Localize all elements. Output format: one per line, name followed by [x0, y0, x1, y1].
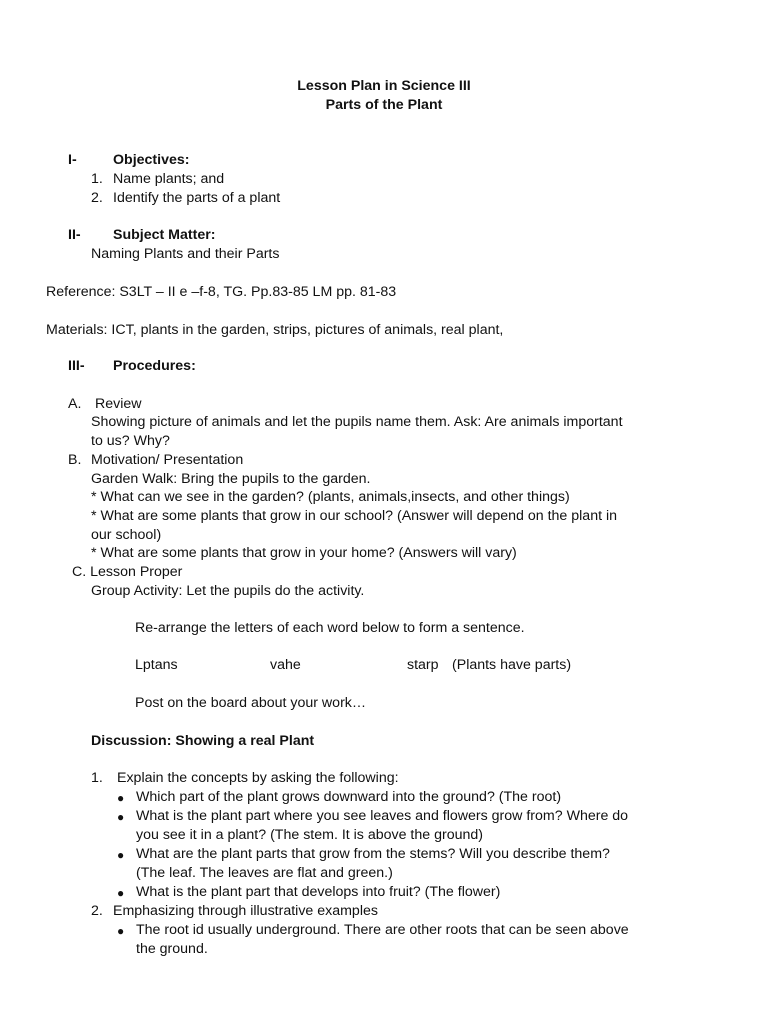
discussion-item: Emphasizing through illustrative examples	[113, 903, 378, 919]
reference-line: Reference: S3LT – II e –f-8, TG. Pp.83-85 LM pp. 81-83	[46, 284, 397, 300]
motivation-text-line: Garden Walk: Bring the pupils to the garden.	[91, 471, 371, 487]
scrambled-word: starp	[407, 657, 439, 673]
example-line: The root id usually underground. There are other roots that can be seen above	[136, 922, 629, 938]
subject-matter-heading: Subject Matter:	[113, 227, 216, 243]
motivation-text-line: * What are some plants that grow in our school? (Answer will depend on the plant in	[91, 508, 618, 524]
objective-number: 1.	[91, 171, 103, 187]
bullet-icon: ●	[117, 924, 125, 938]
motivation-letter: B.	[68, 452, 82, 468]
scramble-answer: (Plants have parts)	[452, 657, 572, 673]
bullet-icon: ●	[117, 791, 125, 805]
discussion-number: 2.	[91, 903, 103, 919]
question-line: (The leaf. The leaves are flat and green.)	[136, 865, 393, 881]
discussion-item: Explain the concepts by asking the following:	[117, 770, 399, 786]
review-heading: Review	[95, 396, 142, 412]
lesson-proper-heading: C. Lesson Proper	[72, 564, 183, 580]
section-numeral-2: II-	[68, 227, 81, 243]
bullet-icon: ●	[117, 886, 125, 900]
activity-instruction: Re-arrange the letters of each word below to form a sentence.	[135, 620, 525, 636]
motivation-text-line: * What can we see in the garden? (plants, animals,insects, and other things)	[91, 489, 570, 505]
discussion-number: 1.	[91, 770, 103, 786]
group-activity-text: Group Activity: Let the pupils do the activity.	[91, 583, 365, 599]
objectives-heading: Objectives:	[113, 152, 190, 168]
section-numeral-1: I-	[68, 152, 77, 168]
scrambled-word: vahe	[270, 657, 301, 673]
question-line: Which part of the plant grows downward into the ground? (The root)	[136, 789, 562, 805]
scrambled-word: Lptans	[135, 657, 178, 673]
document-subtitle: Parts of the Plant	[325, 97, 443, 113]
objective-item: Identify the parts of a plant	[113, 190, 281, 206]
review-letter: A.	[68, 396, 82, 412]
procedures-heading: Procedures:	[113, 358, 196, 374]
post-instruction: Post on the board about your work…	[135, 695, 367, 711]
section-numeral-3: III-	[68, 358, 85, 374]
example-line: the ground.	[136, 941, 208, 957]
motivation-heading: Motivation/ Presentation	[91, 452, 244, 468]
objective-number: 2.	[91, 190, 103, 206]
motivation-text-line: * What are some plants that grow in your home? (Answers will vary)	[91, 545, 517, 561]
question-line: What is the plant part that develops into fruit? (The flower)	[136, 884, 501, 900]
review-text-line: to us? Why?	[91, 433, 170, 449]
question-line: you see it in a plant? (The stem. It is above the ground)	[136, 827, 483, 843]
discussion-heading: Discussion: Showing a real Plant	[91, 733, 315, 749]
bullet-icon: ●	[117, 810, 125, 824]
review-text-line: Showing picture of animals and let the pupils name them. Ask: Are animals important	[91, 414, 623, 430]
question-line: What are the plant parts that grow from the stems? Will you describe them?	[136, 846, 610, 862]
objective-item: Name plants; and	[113, 171, 225, 187]
document-title: Lesson Plan in Science III	[297, 78, 471, 94]
bullet-icon: ●	[117, 848, 125, 862]
subject-matter-text: Naming Plants and their Parts	[91, 246, 280, 262]
question-line: What is the plant part where you see leaves and flowers grow from? Where do	[136, 808, 629, 824]
materials-line: Materials: ICT, plants in the garden, strips, pictures of animals, real plant,	[46, 322, 504, 338]
motivation-text-line: our school)	[91, 527, 162, 543]
